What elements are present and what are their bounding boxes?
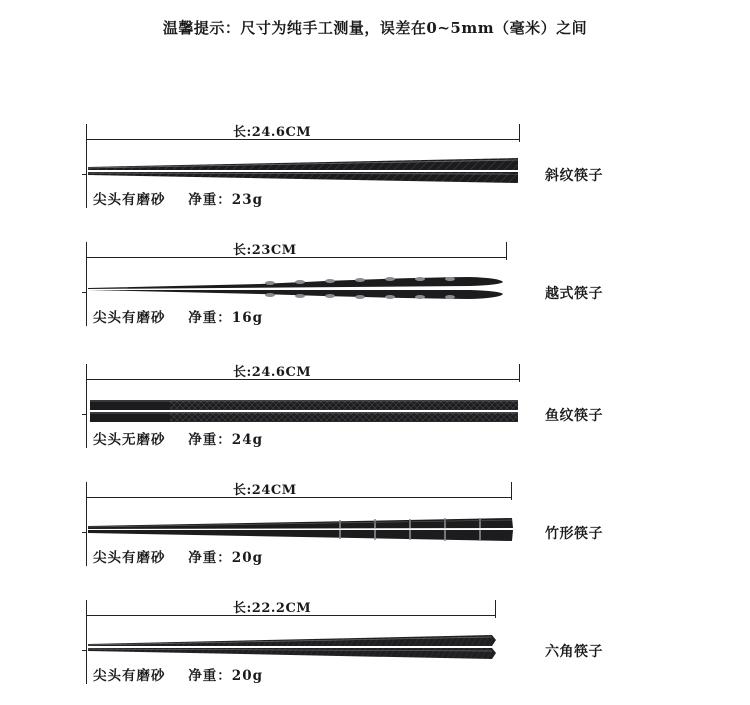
- dim-end: [506, 242, 507, 260]
- length-label: 长:24CM: [233, 483, 297, 498]
- chopstick-item-fish: [0, 358, 750, 468]
- chopstick-name: 竹形筷子: [545, 526, 603, 542]
- dim-end: [511, 482, 512, 500]
- chopstick-image: [0, 156, 530, 186]
- chopstick-item-diagonal: [0, 118, 750, 228]
- caption: 尖头有磨砂 净重：16g: [93, 310, 264, 326]
- chopstick-image: [0, 274, 530, 304]
- caption: 尖头有磨砂 净重：20g: [93, 668, 264, 684]
- caption: 尖头有磨砂 净重：23g: [93, 192, 264, 208]
- caption: 尖头无磨砂 净重：24g: [93, 432, 264, 448]
- chopstick-image: [0, 396, 530, 426]
- length-label: 长:23CM: [233, 243, 297, 258]
- length-label: 长:24.6CM: [233, 365, 312, 380]
- dim-line: [86, 497, 511, 498]
- chopstick-item-hexagonal: [0, 594, 750, 704]
- chopstick-image: [0, 514, 530, 544]
- dim-end: [519, 364, 520, 382]
- length-label: 长:24.6CM: [233, 125, 312, 140]
- chopstick-item-vietnamese: [0, 236, 750, 346]
- chopstick-image: [0, 632, 530, 662]
- dim-end: [519, 124, 520, 142]
- chopstick-item-bamboo: [0, 476, 750, 586]
- chopstick-name: 六角筷子: [545, 644, 603, 660]
- notice: 温馨提示：尺寸为纯手工测量，误差在0~5mm（毫米）之间: [162, 19, 588, 37]
- chopstick-name: 斜纹筷子: [545, 168, 603, 184]
- chopstick-name: 鱼纹筷子: [545, 408, 603, 424]
- dim-end: [495, 600, 496, 618]
- length-label: 长:22.2CM: [233, 601, 312, 616]
- chopstick-name: 越式筷子: [545, 286, 603, 302]
- caption: 尖头有磨砂 净重：20g: [93, 550, 264, 566]
